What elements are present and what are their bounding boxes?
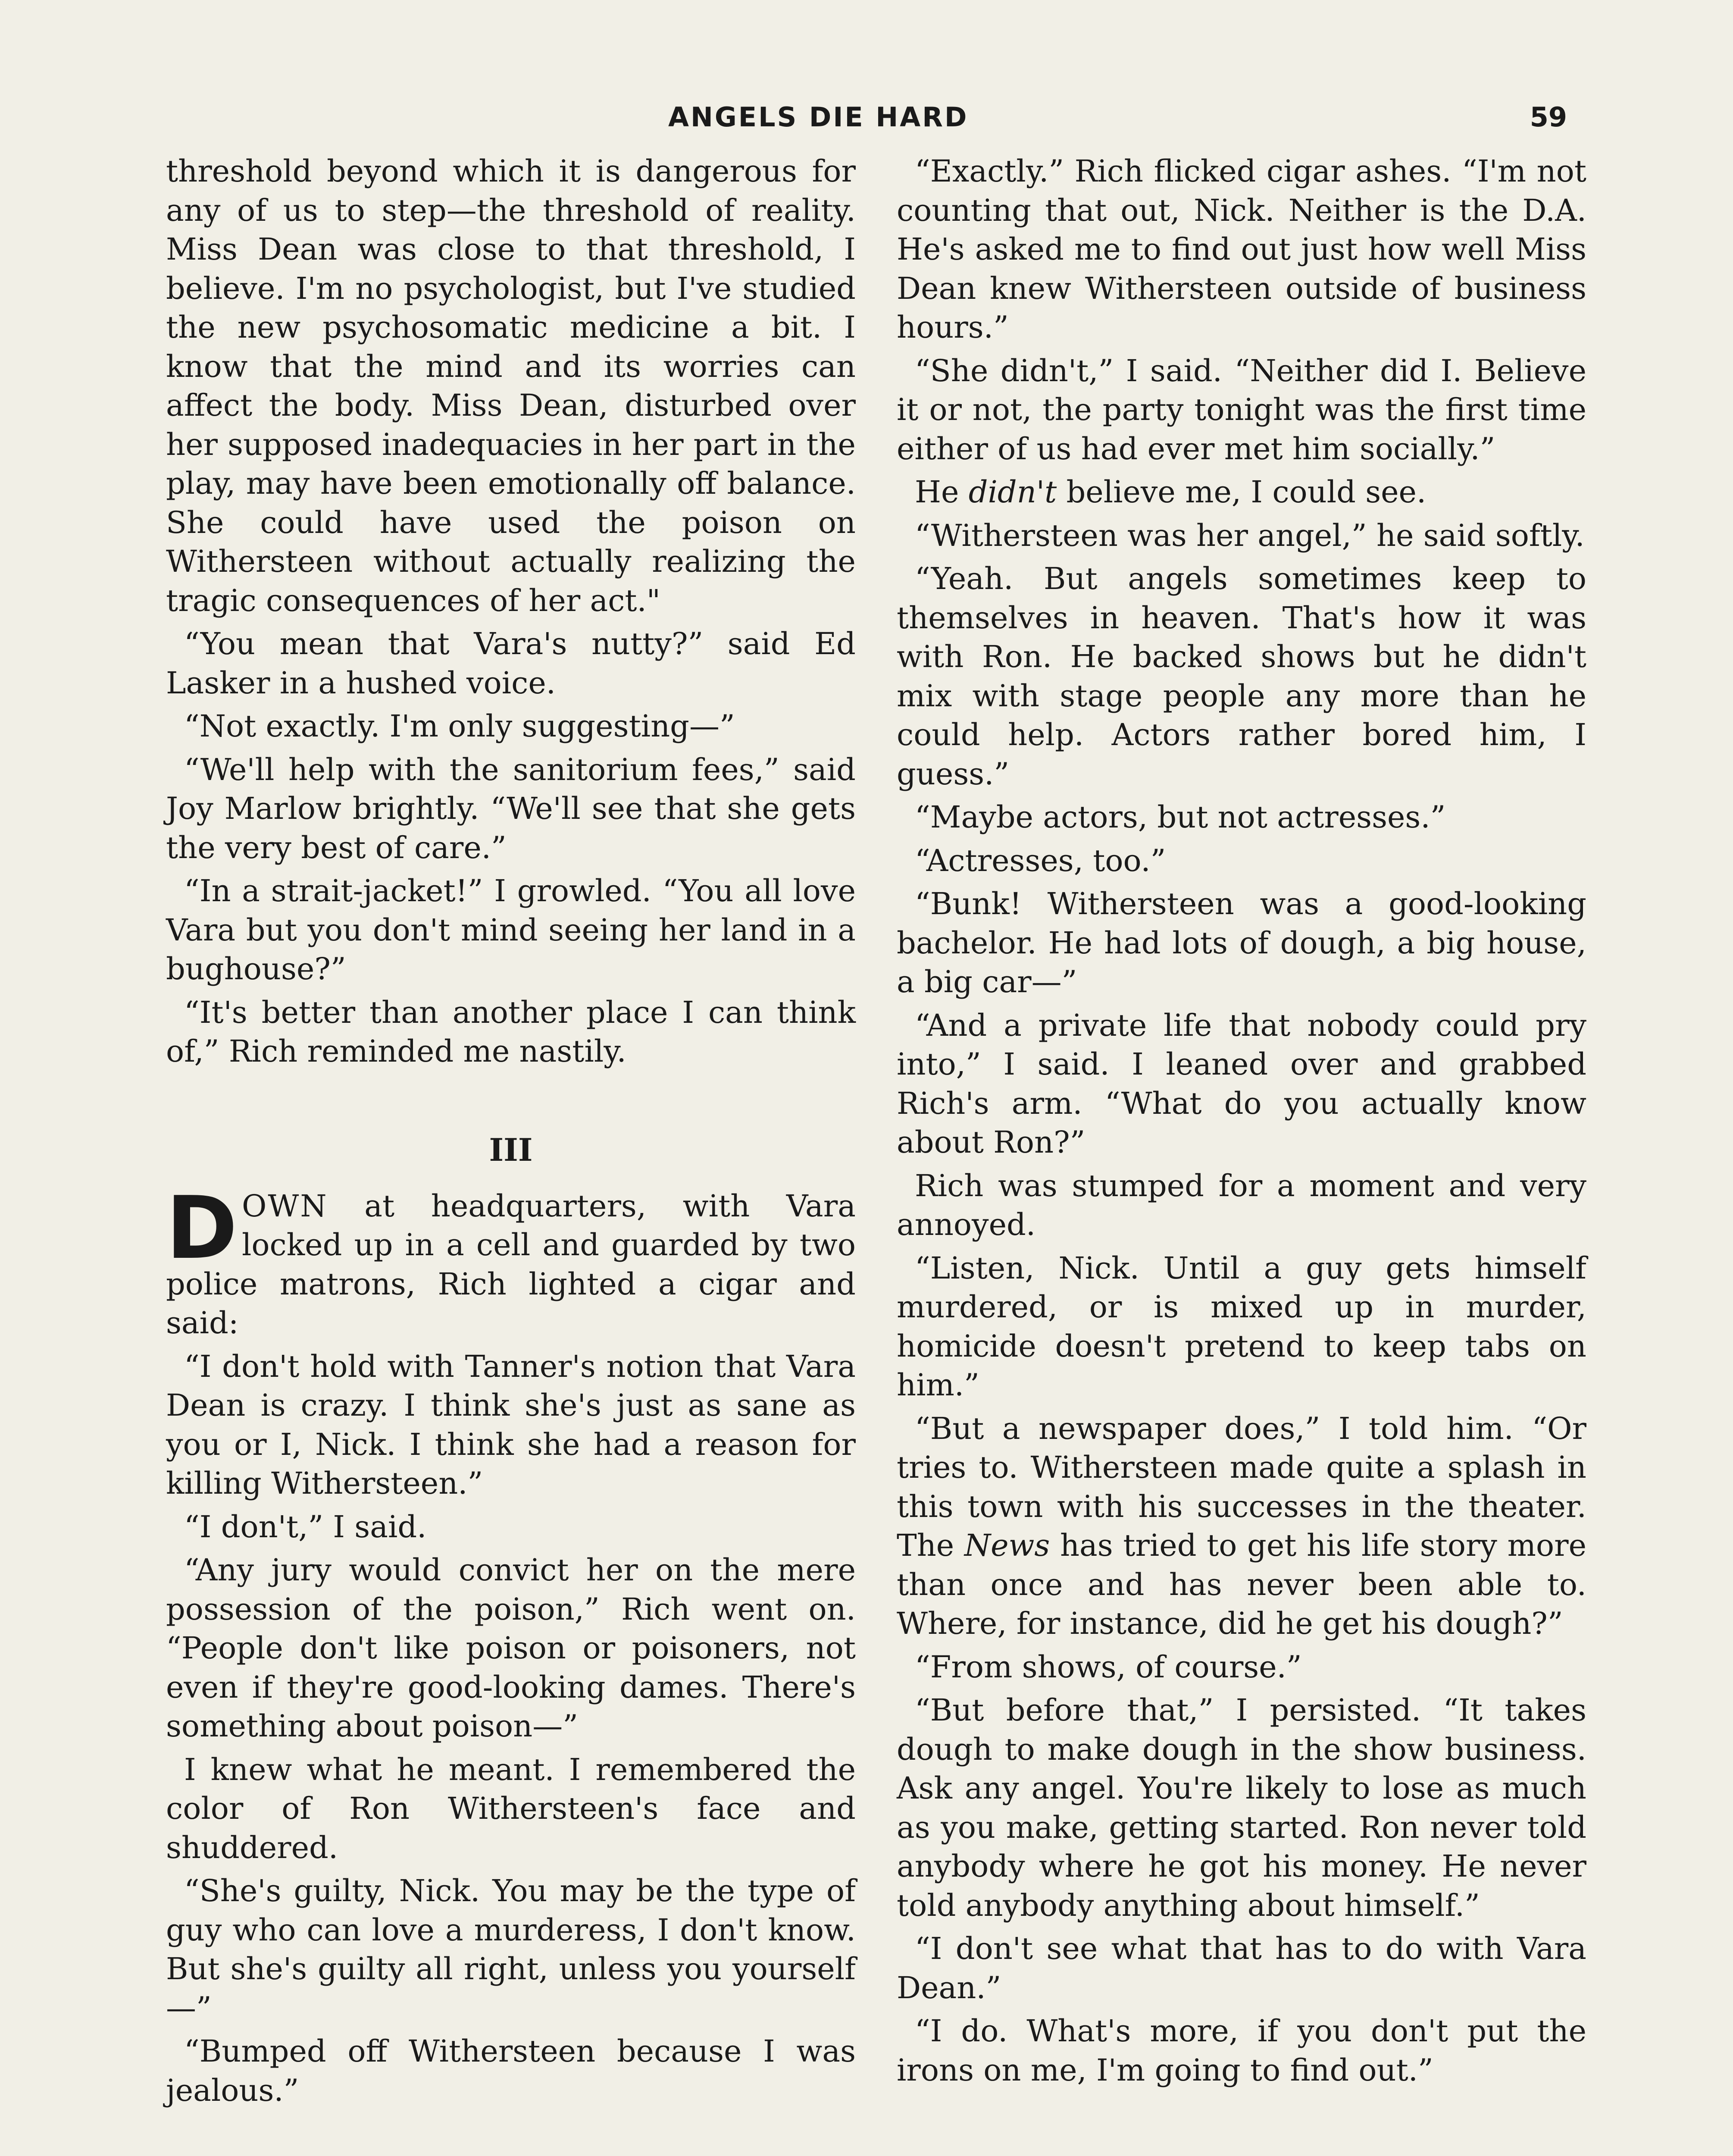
paragraph: “Withersteen was her angel,” he said softly.	[915, 517, 1585, 553]
paragraph: “I don't hold with Tanner's notion that Vara Dean is crazy. I think she's just as sane as you or I, Nick. I think she had a reason for killing Withersteen.”	[166, 1348, 856, 1501]
paragraph: I knew what he meant. I remembered the color of Ron Withersteen's face and shuddered.	[166, 1752, 856, 1865]
page-number: 59	[1530, 101, 1567, 133]
paragraph-text: “But a newspaper does,” I told him. “Or tries to. Withersteen made quite a splash in this town with his successes in the theater. The	[897, 1410, 1586, 1563]
paragraph: “We'll help with the sanitorium fees,” said Joy Marlow brightly. “We'll see that she gets the very best of care.”	[166, 752, 856, 865]
paragraph: “Listen, Nick. Until a guy gets himself murdered, or is mixed up in murder, homicide doesn't pretend to keep tabs on him.”	[897, 1250, 1586, 1403]
emphasis: News	[964, 1528, 1050, 1563]
running-title: ANGELS DIE HARD	[668, 101, 969, 133]
paragraph: Rich was stumped for a moment and very annoyed.	[897, 1168, 1586, 1242]
paragraph: “Exactly.” Rich flicked cigar ashes. “I'm not counting that out, Nick. Neither is the D.A. He's asked me to find out just how well Miss Dean knew Withersteen outside of business hours.”	[897, 154, 1586, 345]
emphasis: didn't	[968, 474, 1057, 510]
paragraph: “She's guilty, Nick. You may be the type of guy who can love a murderess, I don't know. But she's guilty all right, unless you yourself—”	[166, 1873, 856, 2026]
paragraph-text: at headquarters, with Vara locked up in a cell and guarded by two police matrons, Rich lighted a cigar and said:	[166, 1188, 856, 1341]
paragraph: “It's better than another place I can think of,” Rich reminded me nastily.	[166, 994, 856, 1069]
paragraph-text: believe me, I could see.	[1057, 474, 1426, 510]
paragraph: “Maybe actors, but not actresses.”	[915, 799, 1446, 835]
right-column	[897, 152, 1586, 2094]
paragraph: “I don't see what that has to do with Vara Dean.”	[897, 1931, 1586, 2006]
paragraph: threshold beyond which it is dangerous for any of us to step—the threshold of reality. Miss Dean was close to that threshold, I believe. I'm no psychologist, but I've studied the new psychosomatic medicine a bit. I know that the mind and its worries can affect the body. Miss Dean, disturbed over her supposed inadequacies in her part in the play, may have been emotionally off balance. She could have used the poison on Withersteen without actually realizing the tragic consequences of her act."	[166, 154, 856, 618]
paragraph: “And a private life that nobody could pry into,” I said. I leaned over and grabbed Rich's arm. “What do you actually know about Ron?”	[897, 1007, 1586, 1160]
paragraph: “But before that,” I persisted. “It takes dough to make dough in the show business. Ask any angel. You're likely to lose as much as you make, getting started. Ron never told anybody where he got his money. He never told anybody anything about himself.”	[897, 1692, 1586, 1923]
paragraph: “Bunk! Withersteen was a good-looking bachelor. He had lots of dough, a big house, a big car—”	[897, 886, 1586, 1000]
paragraph: “You mean that Vara's nutty?” said Ed Lasker in a hushed voice.	[166, 626, 856, 701]
paragraph	[897, 473, 1586, 512]
section-heading: III	[489, 1131, 533, 1168]
paragraph: “I don't,” I said.	[184, 1509, 427, 1545]
running-header	[0, 101, 1733, 149]
paragraph-text: has tried to get his life story more than once and has never been able to. Where, for instance, did he get his dough?”	[897, 1528, 1587, 1641]
drop-cap: D	[166, 1178, 238, 1279]
paragraph: “Yeah. But angels sometimes keep to themselves in heaven. That's how it was with Ron. He backed shows but he didn't mix with stage people any more than he could help. Actors rather bored him, I guess.”	[897, 561, 1586, 792]
paragraph: “Not exactly. I'm only suggesting—”	[184, 708, 735, 744]
paragraph: “From shows, of course.”	[915, 1649, 1302, 1685]
drop-cap-continuation: OWN	[242, 1188, 328, 1224]
paragraph	[897, 1409, 1586, 1643]
paragraph: “Any jury would convict her on the mere possession of the poison,” Rich went on. “People don't like poison or poisoners, not even if they're good-looking dames. There's something about poison—”	[166, 1552, 856, 1744]
left-column	[166, 152, 856, 2114]
paragraph: “I do. What's more, if you don't put the irons on me, I'm going to find out.”	[897, 2013, 1586, 2088]
paragraph: “Bumped off Withersteen because I was jealous.”	[166, 2034, 856, 2108]
paragraph-text: He	[915, 474, 969, 510]
section-opening-paragraph	[166, 1178, 856, 1343]
paragraph: “In a strait-jacket!” I growled. “You all love Vara but you don't mind seeing her land in a bughouse?”	[166, 873, 856, 987]
paragraph: “Actresses, too.”	[915, 843, 1166, 878]
paragraph: “She didn't,” I said. “Neither did I. Believe it or not, the party tonight was the first time either of us had ever met him socially.”	[897, 353, 1586, 467]
